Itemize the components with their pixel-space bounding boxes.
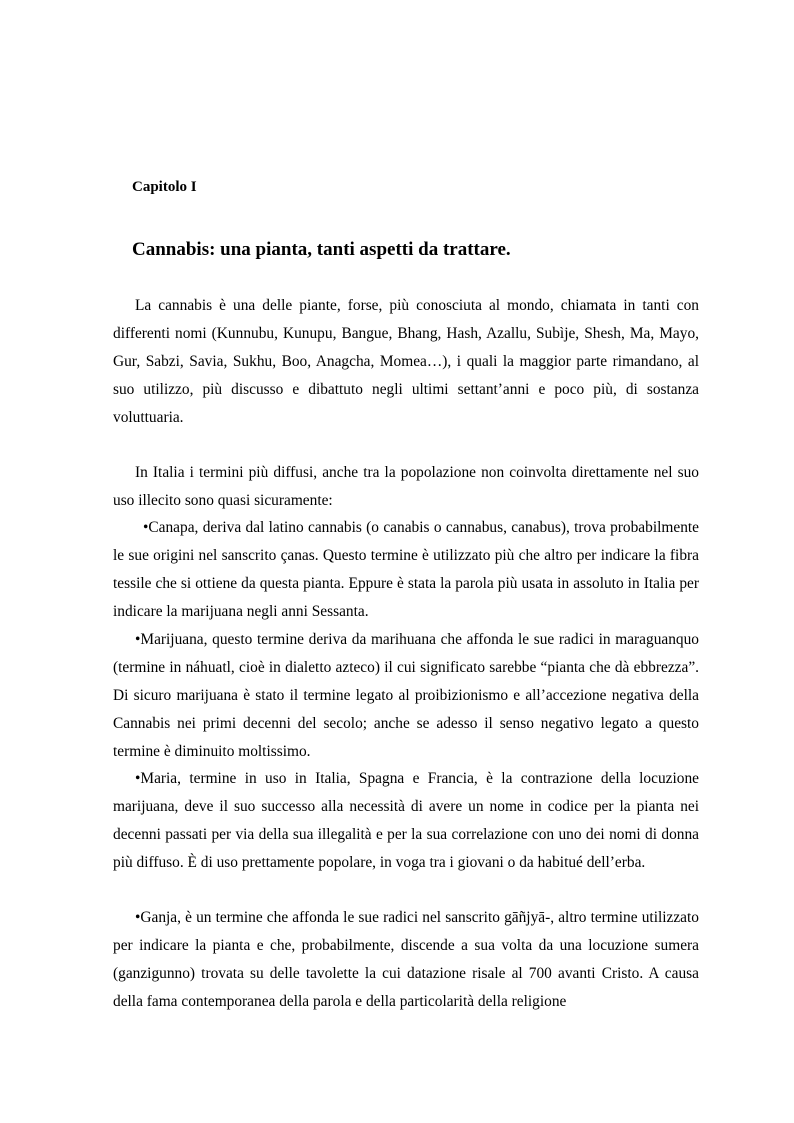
bullet-text: Marijuana, questo termine deriva da marihuana che affonda le sue radici in maraguanquo (termine in náhuatl, cioè in dialetto azteco) il cui significato sarebbe “pianta che dà ebbrezza”. Di sicuro marijuana è stato il termine legato al proibizionismo e all’accezione negativa della Cannabis nei primi decenni del secolo; anche se adesso il senso negativo legato a questo termine è diminuito moltissimo. — [113, 631, 699, 760]
paragraph-intro: La cannabis è una delle piante, forse, più conosciuta al mondo, chiamata in tanti con differenti nomi (Kunnubu, Kunupu, Bangue, Bhang, Hash, Azallu, Subìje, Shesh, Ma, Mayo, Gur, Sabzi, Savia, Sukhu, Boo, Anagcha, Momea…), i quali la maggior parte rimandano, al suo utilizzo, più discusso e dibattuto negli ultimi settant’anni e poco più, di sostanza voluttuaria. — [113, 297, 699, 426]
chapter-label: Capitolo I — [132, 179, 197, 195]
bullet-item-marijuana — [113, 626, 699, 766]
bullet-item-canapa — [113, 514, 699, 626]
bullet-text: Maria, termine in uso in Italia, Spagna e Francia, è la contrazione della locuzione marijuana, deve il suo successo alla necessità di avere un nome in codice per la pianta nei decenni passati per via della sua illegalità e per la sua correlazione con uno dei nomi di donna più diffuso. È di uso prettamente popolare, in voga tra i giovani o da habitué dell’erba. — [113, 770, 699, 871]
bullet-text: Ganja, è un termine che affonda le sue radici nel sanscrito gāñjyā-, altro termine utilizzato per indicare la pianta e che, probabilmente, discende a sua volta da una locuzione sumera (ganzigunno) trovata su delle tavolette la cui datazione risale al 700 avanti Cristo. A causa della fama contemporanea della parola e della particolarità della religione — [113, 909, 699, 1010]
chapter-title: Cannabis: una pianta, tanti aspetti da trattare. — [132, 239, 511, 260]
bullet-symbol: • — [143, 519, 149, 536]
bullet-item-ganja — [113, 904, 699, 1016]
bullet-symbol: • — [135, 631, 141, 648]
bullet-symbol: • — [135, 770, 141, 787]
bullet-symbol: • — [135, 909, 141, 926]
bullet-text: Canapa, deriva dal latino cannabis (o canabis o cannabus, canabus), trova probabilmente le sue origini nel sanscrito çanas. Questo termine è utilizzato più che altro per indicare la fibra tessile che si ottiene da questa pianta. Eppure è stata la parola più usata in assoluto in Italia per indicare la marijuana negli anni Sessanta. — [113, 519, 699, 620]
bullet-item-maria — [113, 765, 699, 877]
paragraph-terms-intro: In Italia i termini più diffusi, anche tra la popolazione non coinvolta direttamente nel suo uso illecito sono quasi sicuramente: — [113, 464, 699, 509]
